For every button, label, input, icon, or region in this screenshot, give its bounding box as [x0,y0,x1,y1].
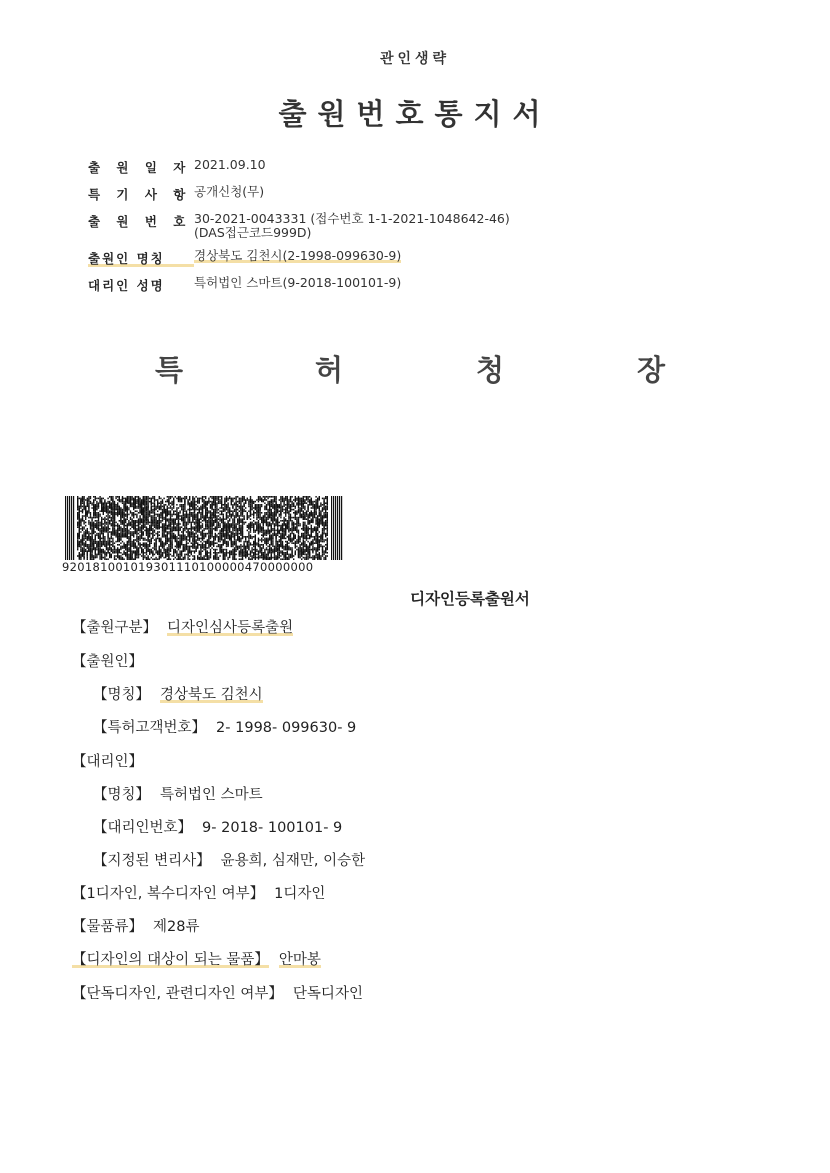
field-value: 단독디자인 [292,986,363,1002]
info-row-remarks [88,185,510,203]
info-value: 특허법인 스마트(9-2018-100101-9) [194,275,402,290]
field-customer-number [93,716,356,737]
info-label: 특 기 사 항 [88,187,192,202]
info-row-filing-date [88,158,510,176]
office-char: 장 [637,353,666,387]
field-value: 특허법인 스마트 [160,787,263,803]
office-char: 청 [476,353,505,387]
info-row-application-number [88,212,510,240]
barcode-pattern [65,496,342,560]
field-agent-name [93,783,263,804]
field-label: 【디자인의 대상이 되는 물품】 [72,952,269,968]
info-label: 출 원 일 자 [88,160,192,175]
field-value: 윤용희, 심재만, 이승한 [220,853,366,869]
form-title: 디자인등록출원서 [410,590,530,608]
info-value [194,212,510,240]
info-label: 출원인 명칭 [88,249,194,267]
field-design-count [72,882,325,903]
field-label: 【물품류】 [72,919,144,935]
field-value: 2- 1998- 099630- 9 [216,720,357,736]
field-label: 【특허고객번호】 [93,720,207,736]
field-value: 안마봉 [278,952,321,968]
field-single-related [72,982,363,1003]
info-label: 대리인 성명 [88,278,165,293]
field-agent-number [93,816,342,837]
field-value: 1디자인 [274,886,326,902]
document-title: 출원번호통지서 [278,97,552,131]
field-label: 【대리인】 [72,754,144,770]
seal-omitted-note: 관인생략 [379,51,451,67]
field-value: 제28류 [153,919,200,935]
field-label: 【명칭】 [93,787,151,803]
field-label: 【지정된 변리사】 [93,853,211,869]
field-applicant-name [93,683,263,704]
field-value: 9- 2018- 100101- 9 [202,820,343,836]
notice-info [88,158,510,303]
das-access-code: (DAS접근코드999D) [194,225,312,240]
field-applicant-heading [72,650,143,671]
info-row-applicant [88,249,510,267]
info-value: 2021.09.10 [194,157,266,172]
application-number: 30-2021-0043331 (접수번호 1-1-2021-1048642-46) [194,211,510,226]
field-label: 【명칭】 [93,687,151,703]
field-label: 【대리인번호】 [93,820,193,836]
field-application-type [72,616,293,637]
field-agent-heading [72,750,143,771]
field-value: 경상북도 김천시 [160,687,263,703]
office-char: 허 [315,353,344,387]
info-label: 출 원 번 호 [88,214,192,229]
info-row-agent [88,276,510,294]
field-label: 【1디자인, 복수디자인 여부】 [72,886,265,902]
field-article-class [72,915,200,936]
field-designated-attorneys [93,849,365,870]
field-target-article [72,948,321,969]
info-value: 경상북도 김천시(2-1998-099630-9) [194,248,402,263]
info-value: 공개신청(무) [194,184,265,199]
field-label: 【단독디자인, 관련디자인 여부】 [72,986,283,1002]
office-char: 특 [155,353,184,387]
field-value: 디자인심사등록출원 [167,620,294,636]
barcode-number: 920181001019301110100000470000000 [62,560,314,574]
field-label: 【출원구분】 [72,620,158,636]
barcode-image [65,496,345,560]
field-label: 【출원인】 [72,654,144,670]
